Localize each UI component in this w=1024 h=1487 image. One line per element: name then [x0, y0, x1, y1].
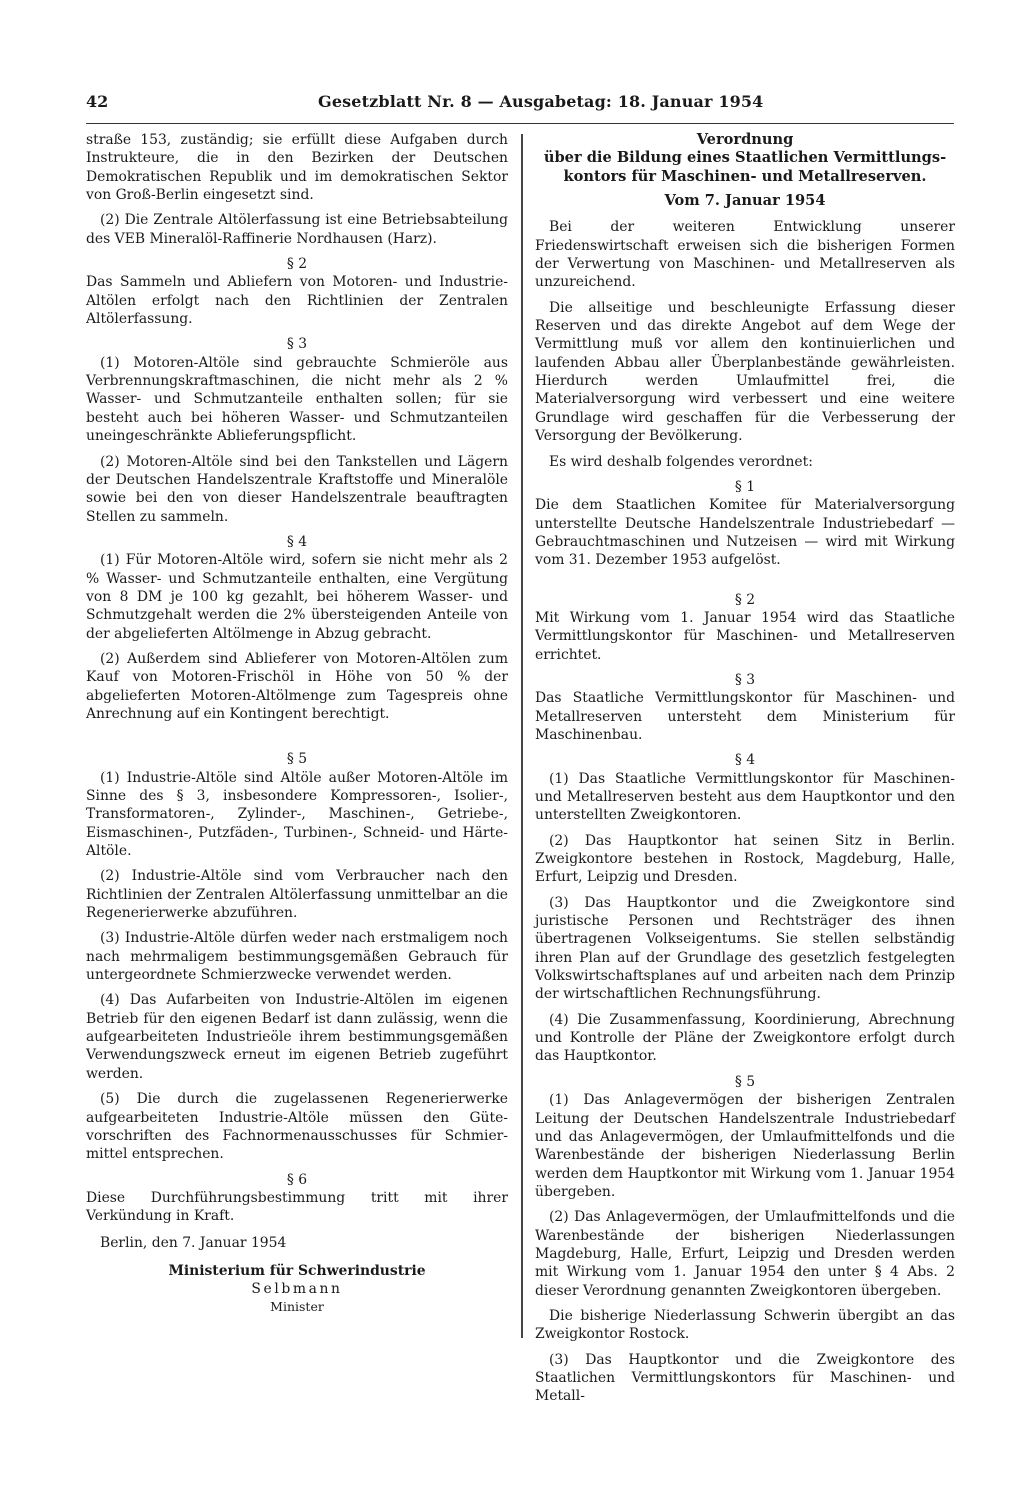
- left-column: [86, 131, 508, 1314]
- paragraph: (1) Für Motoren-Altöle wird, sofern sie nicht mehr als 2 % Wasser- und Schmutzanteile enthalten, eine Vergütung von 8 DM je 100 kg gezahlt, bei höherem Wasser- und Schmutzgehalt werden die 2% übersteigenden Anteile von der abgelieferten Altölmenge in Abzug gebracht.: [86, 552, 508, 642]
- section-heading: § 3: [734, 671, 756, 688]
- ordinance-date: Vom 7. Januar 1954: [664, 192, 826, 210]
- issuing-ministry: Ministerium für Schwerindustrie: [168, 1262, 426, 1279]
- paragraph: (2) Außerdem sind Ablieferer von Motoren-Altölen zum Kauf von Motoren-Frischöl in Höhe von 50 % der abgelieferten Motoren-Altölmenge zum Tagespreis ohne Anrechnung auf ein Kontingent berechtigt.: [86, 650, 508, 722]
- page-header: [86, 92, 954, 122]
- paragraph: (2) Das Hauptkontor hat seinen Sitz in Berlin. Zweigkontore bestehen in Rostock, Magdeburg, Halle, Erfurt, Leipzig und Dresden.: [535, 832, 955, 886]
- paragraph: (1) Industrie-Altöle sind Altöle außer Motoren-Altöle im Sinne des § 3, insbesondere Kompressoren-, Isolier-, Transformatoren-, Zylinder-, Maschinen-, Getriebe-, Eismaschinen-, Putzfäden-, Turbinen-, Schneid- und Härte-Altöle.: [86, 769, 508, 860]
- paragraph: Die dem Staatlichen Komitee für Materialversorgung unterstellte Deutsche Handelszentrale Industriebedarf — Gebrauchtmaschinen und Nutzeisen — wird mit Wirkung vom 31. Dezember 1953 aufgelöst.: [535, 497, 955, 569]
- paragraph: Das Staatliche Vermittlungskontor für Maschinen- und Metallreserven untersteht dem Ministerium für Maschinenbau.: [535, 690, 955, 743]
- header-rule: [86, 123, 954, 124]
- paragraph: (3) Industrie-Altöle dürfen weder nach erstmaligem noch nach mehrmaligem bestimmungsgemäßen Gebrauch für untergeordnete Schmierzwecke verwendet werden.: [86, 930, 508, 984]
- paragraph: (1) Das Anlagevermögen der bisherigen Zentralen Leitung der Deutschen Handelszentrale Industriebedarf und das Anlagevermögen, der Umlaufmittelfonds und die Warenbestände der bisherigen Niederlassung Berlin werden dem Hauptkontor mit Wirkung vom 1. Januar 1954 übergeben.: [535, 1092, 955, 1200]
- paragraph: Es wird deshalb folgendes verordnet:: [549, 453, 813, 470]
- section-heading: § 1: [734, 478, 756, 495]
- paragraph: Die allseitige und beschleunigte Erfassung dieser Reserven und das direkte Angebot auf dem Wege der Vermittlung muß vor allem den kontinuierlichen und laufenden Abbau aller Überplanbestände gewährleisten. Hierdurch werden Umlaufmittel frei, die Materialversorgung wird verbessert und eine weitere Grundlage wird geschaffen für die Verbesserung der Versorgung der Bevölkerung.: [535, 299, 955, 445]
- place-date: Berlin, den 7. Januar 1954: [100, 1234, 287, 1251]
- section-heading: § 5: [286, 751, 308, 768]
- paragraph: straße 153, zuständig; sie erfüllt diese Aufgaben durch Instrukteure, die in den Bezirken der Deutschen Demokratischen Republik und im demokratischen Sektor von Groß-Berlin eingesetzt sind.: [86, 132, 508, 204]
- paragraph: (2) Das Anlagevermögen, der Umlaufmittelfonds und die Warenbestände der bisherigen Niederlassungen Magdeburg, Halle, Erfurt, Leipzig und Dresden werden mit Wirkung vom 1. Januar 1954 den unter § 4 Abs. 2 dieser Verordnung genannten Zweigkontoren übergeben.: [535, 1209, 955, 1299]
- paragraph: (2) Motoren-Altöle sind bei den Tankstellen und Lägern der Deutschen Handelszentrale Kraftstoffe und Mineralöle sowie bei den von dieser Handelszentrale beauftragten Stellen zu sammeln.: [86, 453, 508, 525]
- page-number: 42: [86, 92, 109, 111]
- signatory-role: Minister: [270, 1298, 324, 1314]
- section-heading: § 2: [734, 591, 756, 608]
- ordinance-title: Verordnung: [696, 131, 794, 148]
- spacer: [86, 730, 508, 750]
- section-heading: § 5: [734, 1073, 756, 1090]
- paragraph: (2) Die Zentrale Altölerfassung ist eine Betriebsabteilung des VEB Mineralöl-Raffinerie Nordhausen (Harz).: [86, 212, 508, 247]
- paragraph: (1) Das Staatliche Vermittlungskontor für Maschinen- und Metallreserven besteht aus dem Hauptkontor und den unterstellten Zweigkontoren.: [535, 770, 955, 824]
- paragraph: (4) Die Zusammenfassung, Koordinierung, Abrechnung und Kontrolle der Pläne der Zweigkontore erfolgt durch das Hauptkontor.: [535, 1011, 955, 1065]
- paragraph: (3) Das Hauptkontor und die Zweigkontore sind juristische Personen und Rechtsträger des ihnen übertragenen Volkseigentums. Sie stellen selbständig ihren Plan auf der Grundlage des gesetzlich festgelegten Volkswirtschaftsplanes auf und arbeiten nach dem Prinzip der wirtschaftlichen Rechnungsführung.: [535, 894, 955, 1003]
- paragraph: Das Sammeln und Abliefern von Motoren- und Industrie-Altölen erfolgt nach den Richtlinien der Zentralen Altölerfassung.: [86, 274, 508, 328]
- spacer: [535, 577, 955, 591]
- paragraph: (3) Das Hauptkontor und die Zweigkontore des Staatlichen Vermittlungskontors für Maschinen- und Metall-: [535, 1351, 955, 1405]
- paragraph: (4) Das Aufarbeiten von Industrie-Altölen im eigenen Betrieb für den eigenen Bedarf ist dann zulässig, wenn die aufgearbeiteten Industrieöle ihrem bestimmungsgemäßen Verwendungszweck erneut im eigenen Betrieb zugeführt werden.: [86, 992, 508, 1082]
- right-column: [535, 131, 955, 1413]
- section-heading: § 2: [286, 256, 308, 273]
- section-heading: § 6: [286, 1171, 308, 1188]
- paragraph: Diese Durchführungsbestimmung tritt mit ihrer Verkündung in Kraft.: [86, 1189, 508, 1225]
- ordinance-title: kontors für Maschinen- und Metallreserven.: [563, 167, 927, 185]
- paragraph: (2) Industrie-Altöle sind vom Verbraucher nach den Richtlinien der Zentralen Altölerfassung unmittelbar an die Regenerierwerke abzuführen.: [86, 868, 508, 922]
- running-title: Gesetzblatt Nr. 8 — Ausgabetag: 18. Januar 1954: [318, 92, 764, 111]
- ordinance-title: über die Bildung eines Staatlichen Vermittlungs-: [543, 149, 947, 167]
- paragraph: Die bisherige Niederlassung Schwerin übergibt an das Zweigkontor Rostock.: [535, 1307, 955, 1343]
- section-heading: § 4: [286, 533, 308, 550]
- column-divider: [521, 134, 523, 1338]
- paragraph: (1) Motoren-Altöle sind gebrauchte Schmieröle aus Verbrennungskraftmaschinen, die nicht mehr als 2 % Wasser- und Schmutzanteile enthalten sollen; für sie besteht auch bei höheren Wasser- und Schmutzanteilen uneingeschränkte Ablieferungspflicht.: [86, 354, 508, 445]
- section-heading: § 3: [286, 336, 308, 353]
- signatory-name: Selbmann: [251, 1281, 343, 1298]
- paragraph: Bei der weiteren Entwicklung unserer Friedenswirtschaft erweisen sich die bisherigen Formen der Verwertung von Maschinen- und Metallreserven als unzureichend.: [535, 219, 955, 291]
- paragraph: Mit Wirkung vom 1. Januar 1954 wird das Staatliche Vermittlungskontor für Maschinen- und Metallreserven errichtet.: [535, 609, 955, 663]
- paragraph: (5) Die durch die zugelassenen Regenerierwerke aufgearbeiteten Industrie-Altöle müssen den Güte-vorschriften des Fachnormenausschusses für Schmier-mittel entsprechen.: [86, 1091, 508, 1163]
- section-heading: § 4: [734, 752, 756, 769]
